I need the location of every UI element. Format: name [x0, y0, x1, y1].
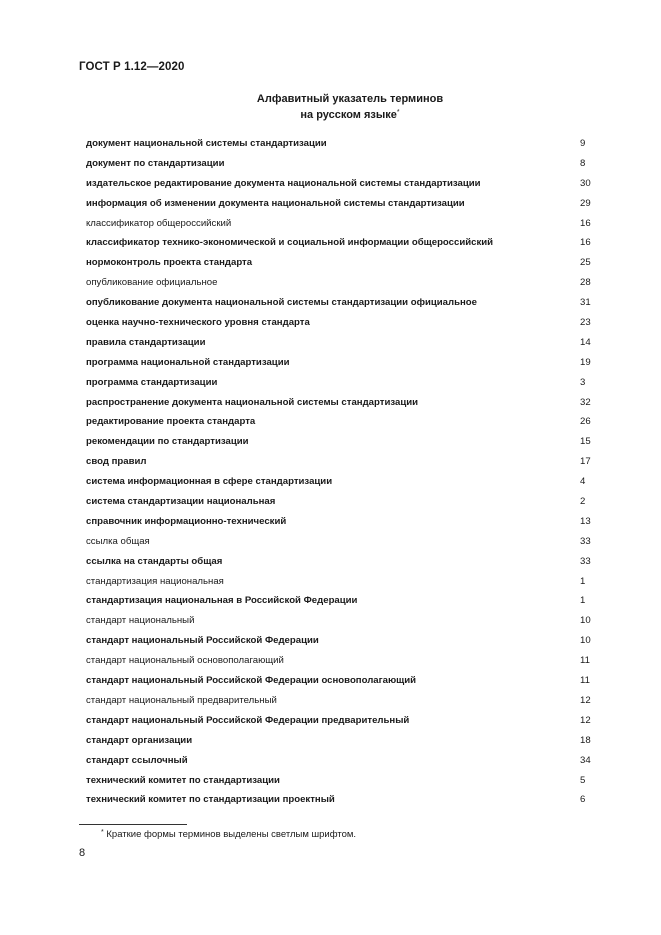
index-section-number: 11 [580, 675, 590, 687]
index-section-number: 29 [580, 197, 591, 209]
index-section-number: 16 [580, 237, 591, 249]
index-section-number: 34 [580, 754, 591, 766]
index-term: информация об изменении документа национальной системы стандартизации [86, 197, 465, 209]
index-entry [86, 790, 606, 810]
index-entry [86, 293, 606, 313]
index-entry [86, 373, 606, 393]
index-section-number: 18 [580, 734, 591, 746]
index-term: издательское редактирование документа национальной системы стандартизации [86, 177, 481, 189]
index-entry [86, 412, 606, 432]
index-section-number: 33 [580, 555, 591, 567]
index-entry [86, 313, 606, 333]
index-entry [86, 214, 606, 234]
index-entry [86, 472, 606, 492]
index-section-number: 10 [580, 635, 591, 647]
index-term: редактирование проекта стандарта [86, 416, 256, 428]
index-term: система стандартизации национальная [86, 496, 276, 508]
index-section-number: 13 [580, 515, 591, 527]
index-entry [86, 671, 606, 691]
index-entry [86, 432, 606, 452]
index-section-number: 3 [580, 376, 586, 388]
footnote-marker: * [396, 109, 400, 116]
index-section-number: 15 [580, 436, 591, 448]
index-entry [86, 731, 606, 751]
index-section-number: 14 [580, 336, 591, 348]
index-section-number: 17 [580, 456, 591, 468]
index-section-number: 33 [580, 535, 591, 547]
footnote-mark: * [101, 829, 104, 836]
index-section-number: 12 [580, 714, 591, 726]
index-section-number: 6 [580, 794, 586, 806]
index-term: документ по стандартизации [86, 157, 225, 169]
index-section-number: 1 [580, 575, 586, 587]
index-section-number: 30 [580, 177, 591, 189]
index-term: опубликование документа национальной системы стандартизации официальное [86, 297, 477, 309]
index-entry [86, 492, 606, 512]
index-entry [86, 751, 606, 771]
index-term: стандарт ссылочный [86, 754, 188, 766]
index-term: нормоконтроль проекта стандарта [86, 257, 253, 269]
index-entry [86, 194, 606, 214]
index-entry [86, 532, 606, 552]
index-term: система информационная в сфере стандартизации [86, 476, 333, 488]
footnote [101, 829, 356, 840]
index-section-number: 2 [580, 496, 586, 508]
index-section-number: 9 [580, 138, 586, 149]
index-term: распространение документа национальной системы стандартизации [86, 396, 419, 408]
index-title-line1: Алфавитный указатель терминов [256, 93, 444, 105]
index-entry [86, 651, 606, 671]
index-term: стандарт национальный предварительный [86, 694, 277, 706]
index-entry [86, 512, 606, 532]
index-entry [86, 134, 606, 154]
index-entry [86, 611, 606, 631]
index-term: опубликование официальное [86, 277, 218, 289]
index-section-number: 31 [580, 297, 591, 309]
index-section-number: 28 [580, 277, 591, 289]
index-entry [86, 233, 606, 253]
page-number: 8 [79, 847, 86, 859]
index-term: стандарт национальный [86, 615, 195, 627]
index-term: стандартизация национальная [86, 575, 224, 587]
index-title-line2: на русском языке* [300, 109, 400, 121]
index-term: рекомендации по стандартизации [86, 436, 249, 448]
index-term: стандарт организации [86, 734, 193, 746]
document-code: ГОСТ Р 1.12—2020 [79, 61, 185, 73]
index-entry [86, 452, 606, 472]
footnote-divider [79, 824, 187, 825]
index-term: классификатор общероссийский [86, 217, 232, 229]
index-entry [86, 572, 606, 592]
index-entry [86, 631, 606, 651]
index-term: ссылка общая [86, 535, 150, 547]
index-term: ссылка на стандарты общая [86, 555, 223, 567]
index-term: справочник информационно-технический [86, 515, 287, 527]
index-entry [86, 333, 606, 353]
index-entry [86, 393, 606, 413]
term-index-list [86, 134, 606, 810]
index-entry [86, 253, 606, 273]
index-section-number: 8 [580, 157, 586, 169]
index-section-number: 4 [580, 476, 586, 488]
index-term: классификатор технико-экономической и социальной информации общероссийский [86, 237, 494, 249]
index-entry [86, 154, 606, 174]
index-term: программа стандартизации [86, 376, 218, 388]
index-term: свод правил [86, 456, 147, 468]
index-term: технический комитет по стандартизации [86, 774, 280, 786]
index-entry [86, 591, 606, 611]
index-term: правила стандартизации [86, 336, 206, 348]
index-term: технический комитет по стандартизации проектный [86, 794, 335, 806]
index-section-number: 1 [580, 595, 586, 607]
index-entry [86, 174, 606, 194]
index-term: оценка научно-технического уровня стандарта [86, 317, 310, 329]
index-entry [86, 691, 606, 711]
index-section-number: 10 [580, 615, 591, 627]
index-entry [86, 273, 606, 293]
index-section-number: 12 [580, 694, 591, 706]
index-section-number: 26 [580, 416, 591, 428]
index-term: программа национальной стандартизации [86, 356, 290, 368]
index-section-number: 32 [580, 396, 591, 408]
index-term: стандартизация национальная в Российской Федерации [86, 595, 358, 607]
index-term: стандарт национальный основополагающий [86, 655, 284, 667]
index-title [0, 93, 661, 122]
index-section-number: 5 [580, 774, 586, 786]
footnote-text: Краткие формы терминов выделены светлым шрифтом. [106, 829, 357, 840]
index-term: документ национальной системы стандартизации [86, 138, 327, 149]
index-term: стандарт национальный Российской Федерации предварительный [86, 714, 410, 726]
index-entry [86, 711, 606, 731]
index-section-number: 11 [580, 655, 590, 667]
index-term: стандарт национальный Российской Федерации основополагающий [86, 675, 417, 687]
index-term: стандарт национальный Российской Федерации [86, 635, 319, 647]
index-entry [86, 771, 606, 791]
index-entry [86, 353, 606, 373]
index-section-number: 16 [580, 217, 591, 229]
index-section-number: 25 [580, 257, 591, 269]
index-entry [86, 552, 606, 572]
index-section-number: 23 [580, 317, 591, 329]
index-section-number: 19 [580, 356, 591, 368]
